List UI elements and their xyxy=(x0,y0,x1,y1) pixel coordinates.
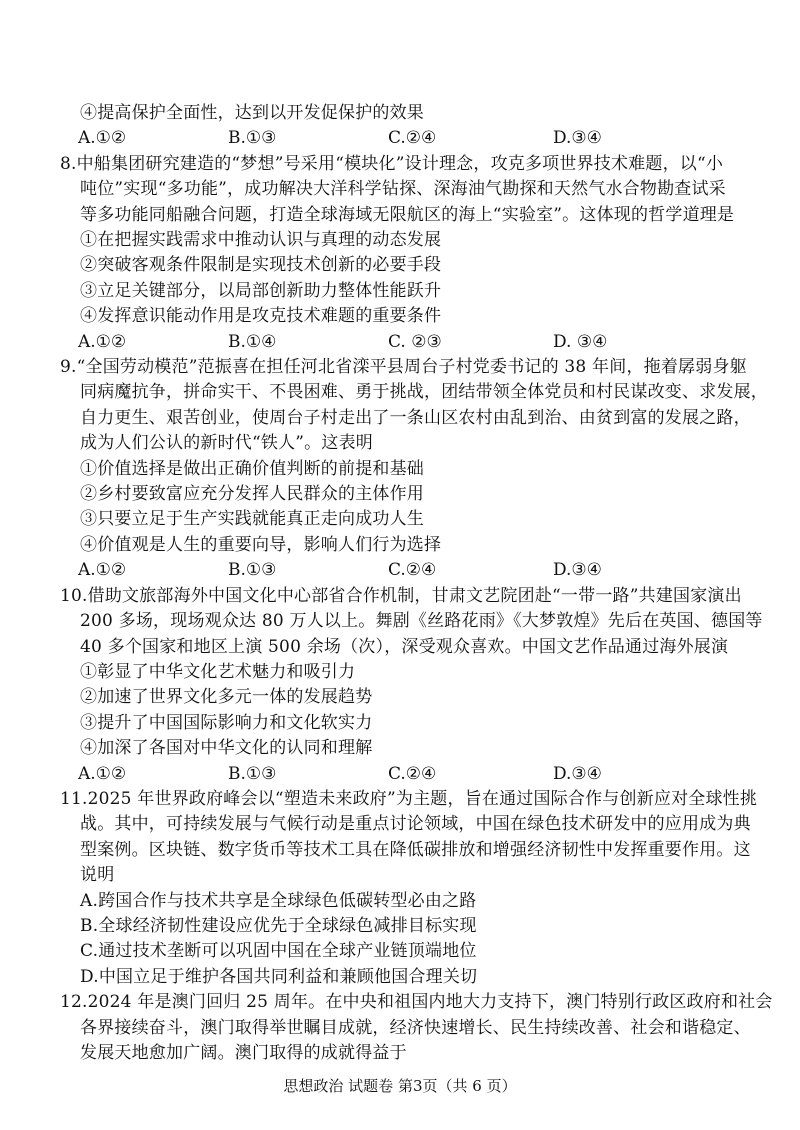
q8-options xyxy=(78,329,778,355)
q8-item-4: ④发挥意识能动作用是攻克技术难题的重要条件 xyxy=(80,306,442,326)
page-footer: 思想政治 试题卷 第3页（共 6 页） xyxy=(283,1077,517,1095)
q9-stem-line-1: 9.“全国劳动模范”范振喜在担任河北省滦平县周台子村党委书记的 38 年间，拖着孱弱身躯 xyxy=(60,357,747,377)
q7-item-4: ④提高保护全面性，达到以开发促保护的效果 xyxy=(80,103,424,123)
q11-stem-line-1: 11.2025 年世界政府峰会以“塑造未来政府”为主题，旨在通过国际合作与创新应对全球性挑 xyxy=(60,789,758,809)
q10-item-1: ①彰显了中华文化艺术魅力和吸引力 xyxy=(80,662,356,682)
q11-stem-line-2: 战。其中，可持续发展与气候行动是重点讨论领域，中国在绿色技术研发中的应用成为典 xyxy=(80,814,751,834)
q7-option-c: C.②④ xyxy=(388,128,437,148)
q9-item-1: ①价值选择是做出正确价值判断的前提和基础 xyxy=(80,459,424,479)
q9-option-c: C.②④ xyxy=(388,560,437,580)
q7-option-a: A.①② xyxy=(78,128,127,148)
q11-choice-b: B.全球经济韧性建设应优先于全球绿色减排目标实现 xyxy=(80,916,477,936)
q9-option-a: A.①② xyxy=(78,560,127,580)
q11-stem-line-3: 型案例。区块链、数字货币等技术工具在降低碳排放和增强经济韧性中发挥重要作用。这 xyxy=(80,840,751,860)
q12-stem-line-1: 12.2024 年是澳门回归 25 周年。在中央和祖国内地大力支持下，澳门特别行政区政府和社会 xyxy=(60,992,773,1012)
q8-item-3: ③立足关键部分，以局部创新助力整体性能跃升 xyxy=(80,281,442,301)
q11-choice-a: A.跨国合作与技术共享是全球绿色低碳转型必由之路 xyxy=(80,891,477,911)
q10-item-2: ②加速了世界文化多元一体的发展趋势 xyxy=(80,687,373,707)
q9-item-3: ③只要立足于生产实践就能真正走向成功人生 xyxy=(80,509,424,529)
q7-option-d: D.③④ xyxy=(553,128,602,148)
q10-option-a: A.①② xyxy=(78,764,127,784)
q10-stem-line-2: 200 多场，现场观众达 80 万人以上。舞剧《丝路花雨》《大梦敦煌》先后在英国、德国等 xyxy=(80,611,763,631)
q12-stem-line-3: 发展天地愈加广阔。澳门取得的成就得益于 xyxy=(80,1043,407,1063)
q11-stem-line-4: 说明 xyxy=(80,865,115,885)
q10-options xyxy=(78,761,778,787)
q10-option-b: B.①③ xyxy=(228,764,277,784)
q8-option-a: A.①② xyxy=(78,332,127,352)
q12-stem-line-2: 各界接续奋斗，澳门取得举世瞩目成就，经济快速增长、民生持续改善、社会和谐稳定、 xyxy=(80,1018,751,1038)
q8-item-1: ①在把握实践需求中推动认识与真理的动态发展 xyxy=(80,230,442,250)
q8-item-2: ②突破客观条件限制是实现技术创新的必要手段 xyxy=(80,255,442,275)
q8-stem-line-1: 8.中船集团研究建造的“梦想”号采用“模块化”设计理念，攻克多项世界技术难题，以“小 xyxy=(60,154,724,174)
q9-item-2: ②乡村要致富应充分发挥人民群众的主体作用 xyxy=(80,484,424,504)
q10-stem-line-3: 40 多个国家和地区上演 500 余场（次），深受观众喜欢。中国文艺作品通过海外展演 xyxy=(80,637,729,657)
q8-option-c: C. ②③ xyxy=(388,332,442,352)
q8-stem-line-3: 等多功能同船融合问题，打造全球海域无限航区的海上“实验室”。这体现的哲学道理是 xyxy=(80,205,735,225)
q7-options xyxy=(78,125,778,151)
q10-option-c: C.②④ xyxy=(388,764,437,784)
q8-option-b: B.①④ xyxy=(228,332,277,352)
q10-stem-line-1: 10.借助文旅部海外中国文化中心部省合作机制，甘肃文艺院团赴“一带一路”共建国家演出 xyxy=(60,586,742,606)
q9-stem-line-4: 成为人们公认的新时代“铁人”。这表明 xyxy=(80,433,373,453)
q9-stem-line-2: 同病魔抗争，拼命实干、不畏困难、勇于挑战，团结带领全体党员和村民谋改变、求发展， xyxy=(80,382,768,402)
q8-option-d: D. ③④ xyxy=(553,332,608,352)
q10-item-4: ④加深了各国对中华文化的认同和理解 xyxy=(80,738,373,758)
q10-item-3: ③提升了中国国际影响力和文化软实力 xyxy=(80,713,373,733)
q9-options xyxy=(78,557,778,583)
q9-option-d: D.③④ xyxy=(553,560,602,580)
q9-stem-line-3: 自力更生、艰苦创业，使周台子村走出了一条山区农村由乱到治、由贫到富的发展之路， xyxy=(80,408,751,428)
q9-option-b: B.①③ xyxy=(228,560,277,580)
q9-item-4: ④价值观是人生的重要向导，影响人们行为选择 xyxy=(80,535,442,555)
q7-option-b: B.①③ xyxy=(228,128,277,148)
q10-option-d: D.③④ xyxy=(553,764,602,784)
q8-stem-line-2: 吨位”实现“多功能”，成功解决大洋科学钻探、深海油气勘探和天然气水合物勘查试采 xyxy=(80,179,726,199)
q11-choice-d: D.中国立足于维护各国共同利益和兼顾他国合理关切 xyxy=(80,967,478,987)
q11-choice-c: C.通过技术垄断可以巩固中国在全球产业链顶端地位 xyxy=(80,941,477,961)
